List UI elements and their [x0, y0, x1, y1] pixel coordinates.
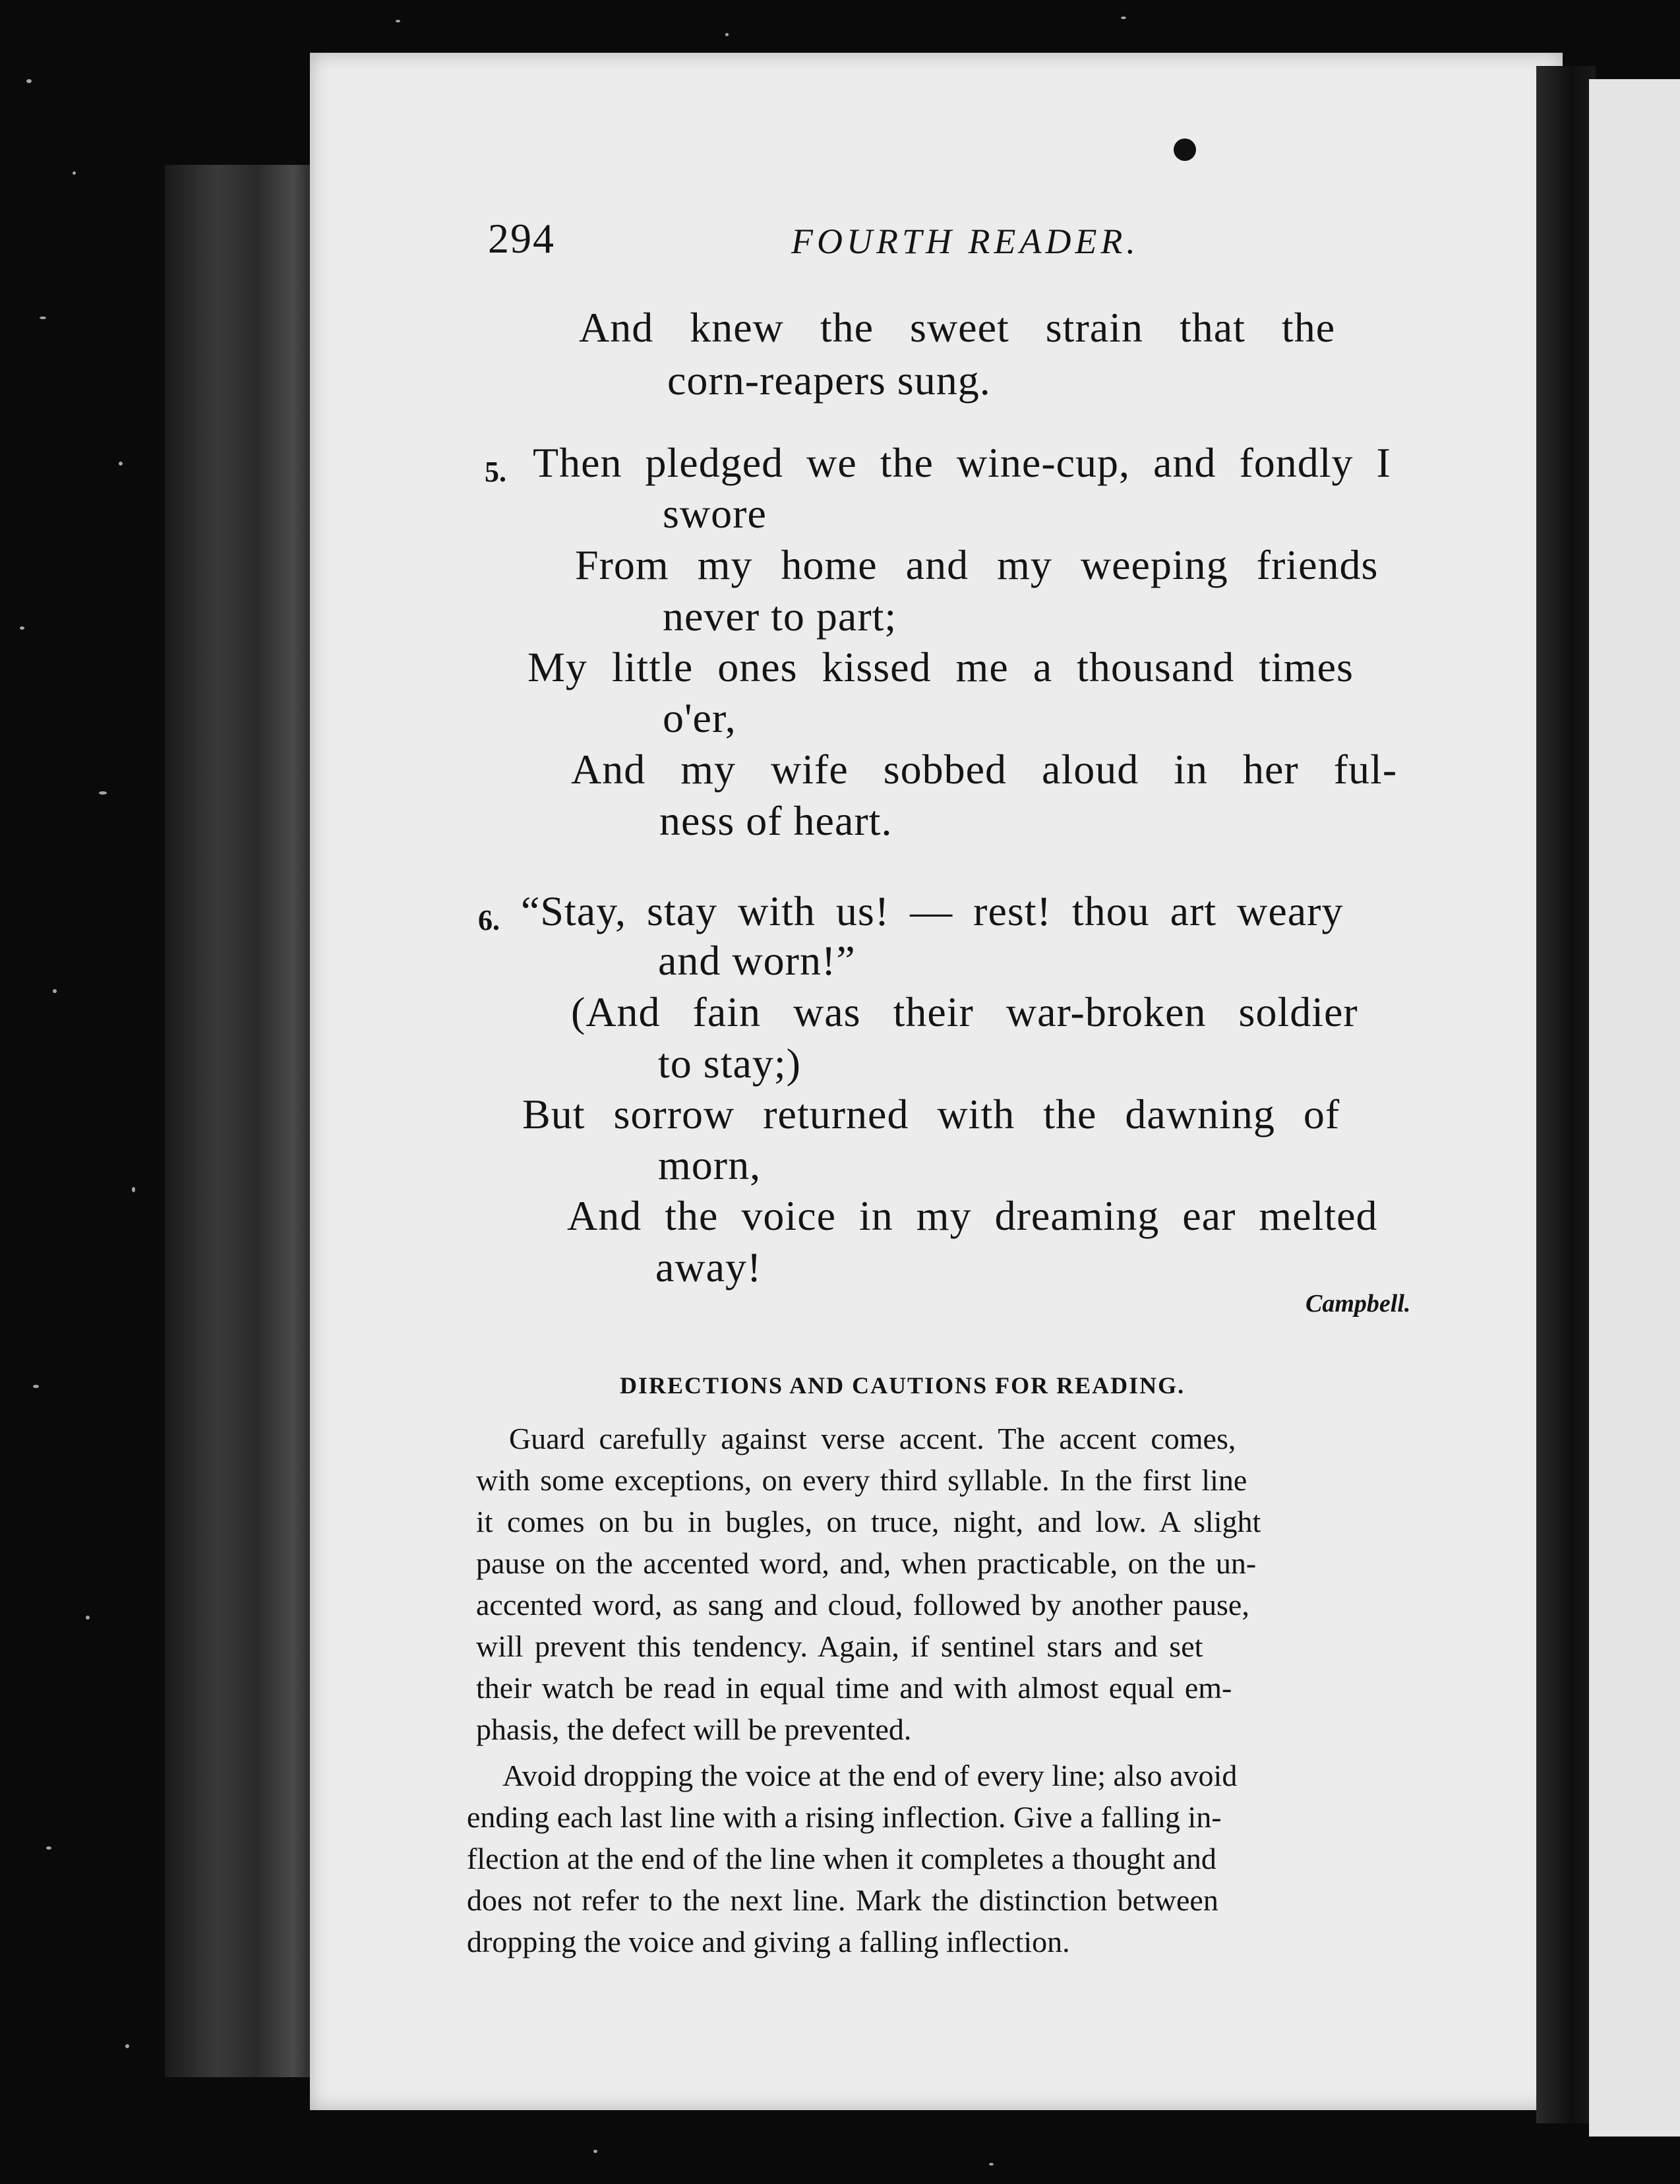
- poem-line: And knew the sweet strain that the: [579, 304, 1336, 351]
- dust-speck: [725, 33, 729, 36]
- poem-line: ness of heart.: [659, 797, 893, 844]
- paragraph-line: it comes on bu in bugles, on truce, night, and low. A slight: [476, 1505, 1261, 1538]
- dust-speck: [46, 1846, 51, 1850]
- poem-line: corn-reapers sung.: [667, 357, 991, 404]
- poem-line: swore: [663, 490, 767, 537]
- dust-speck: [125, 2044, 129, 2048]
- poem-line: o'er,: [663, 694, 736, 741]
- poem-author: Campbell.: [1305, 1290, 1411, 1318]
- stanza-number: 6.: [478, 904, 500, 936]
- poem-line: morn,: [658, 1141, 762, 1188]
- poem-line: From my home and my weeping friends: [575, 541, 1379, 588]
- dust-speck: [53, 989, 57, 993]
- poem-line: to stay;): [658, 1040, 801, 1087]
- poem-line: Then pledged we the wine-cup, and fondly I: [533, 439, 1391, 486]
- ink-dot: [1174, 138, 1196, 161]
- poem-line: away!: [655, 1244, 762, 1290]
- poem-line: “Stay, stay with us! — rest! thou art weary: [521, 888, 1344, 934]
- dust-speck: [593, 2150, 597, 2153]
- dust-speck: [132, 1187, 135, 1192]
- page-number: 294: [488, 215, 555, 262]
- dust-speck: [1121, 16, 1126, 19]
- dust-speck: [119, 462, 123, 466]
- dust-speck: [20, 626, 24, 630]
- dust-speck: [99, 791, 107, 795]
- dust-speck: [73, 171, 76, 175]
- dust-speck: [396, 20, 400, 22]
- poem-line: But sorrow returned with the dawning of: [522, 1091, 1340, 1138]
- paragraph-line: ending each last line with a rising inflection. Give a falling in-: [467, 1800, 1222, 1834]
- paragraph-line: does not refer to the next line. Mark the distinction between: [467, 1883, 1218, 1917]
- poem-line: And my wife sobbed aloud in her ful-: [571, 746, 1398, 793]
- poem-line: and worn!”: [658, 937, 856, 984]
- gutter-shadow: [1536, 66, 1596, 2123]
- poem-line: never to part;: [663, 593, 897, 640]
- paragraph-line: flection at the end of the line when it completes a thought and: [467, 1842, 1216, 1875]
- paragraph-line: accented word, as sang and cloud, followed by another pause,: [476, 1588, 1249, 1622]
- paragraph-line: Avoid dropping the voice at the end of every line; also avoid: [502, 1759, 1238, 1792]
- facing-page-edge: [1589, 79, 1680, 2137]
- paragraph-line: their watch be read in equal time and with almost equal em-: [476, 1671, 1232, 1705]
- paragraph-line: pause on the accented word, and, when practicable, on the un-: [476, 1546, 1257, 1580]
- paragraph-line: Guard carefully against verse accent. The accent comes,: [509, 1422, 1236, 1455]
- directions-heading: DIRECTIONS AND CAUTIONS FOR READING.: [620, 1372, 1185, 1399]
- paragraph-line: dropping the voice and giving a falling inflection.: [467, 1925, 1070, 1958]
- poem-line: (And fain was their war-broken soldier: [571, 988, 1358, 1035]
- paragraph-line: with some exceptions, on every third syllable. In the first line: [476, 1463, 1247, 1497]
- book-edge: [165, 165, 316, 2077]
- dust-speck: [989, 2163, 994, 2166]
- dust-speck: [86, 1616, 90, 1620]
- dust-speck: [33, 1385, 39, 1388]
- stanza-number: 5.: [485, 456, 506, 488]
- paragraph-line: phasis, the defect will be prevented.: [476, 1713, 912, 1746]
- poem-line: And the voice in my dreaming ear melted: [567, 1192, 1378, 1239]
- paragraph-line: will prevent this tendency. Again, if sentinel stars and set: [476, 1629, 1203, 1663]
- poem-line: My little ones kissed me a thousand times: [527, 644, 1354, 690]
- dust-speck: [26, 79, 32, 83]
- dust-speck: [40, 317, 46, 319]
- running-head: FOURTH READER.: [791, 222, 1139, 261]
